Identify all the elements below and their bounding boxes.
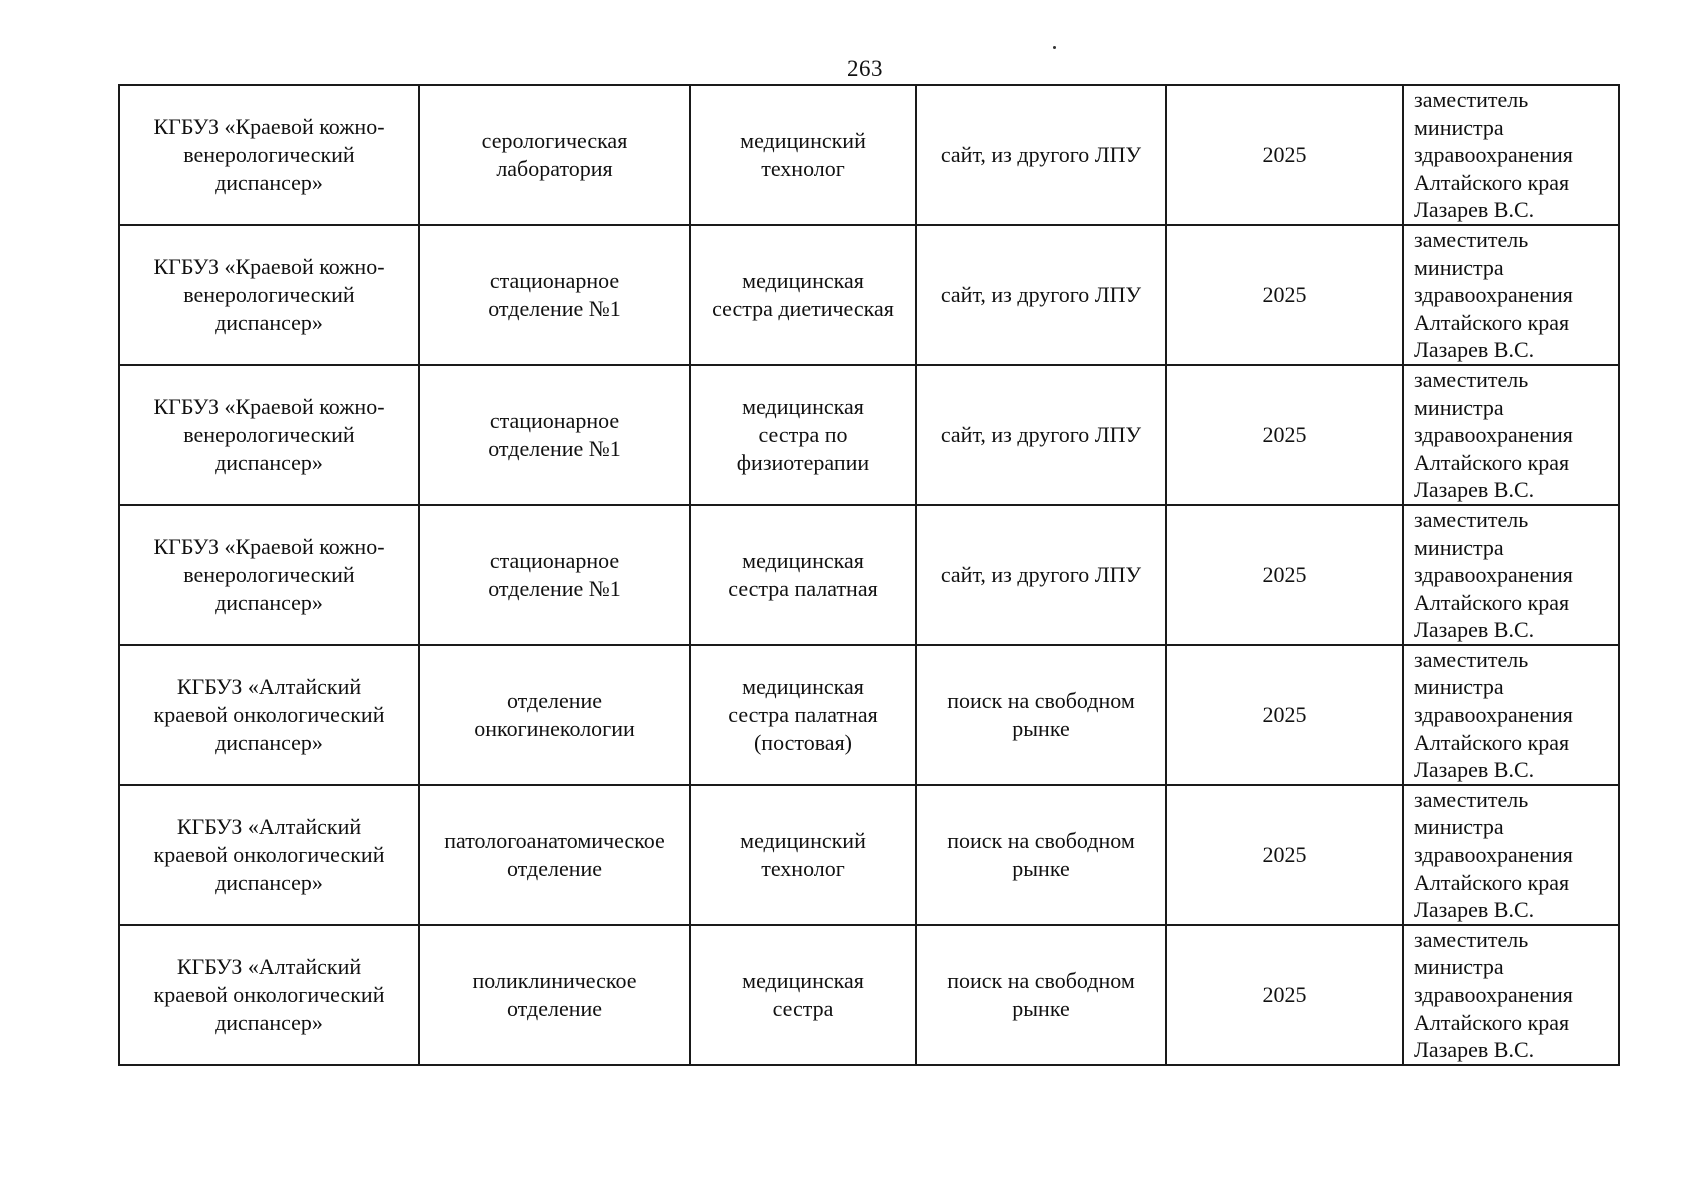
organization-cell: КГБУЗ «Краевой кожно- венерологический диспансер» xyxy=(119,225,419,365)
source-cell: поиск на свободном рынке xyxy=(916,925,1166,1065)
department-cell: поликлиническое отделение xyxy=(419,925,690,1065)
department-cell: стационарное отделение №1 xyxy=(419,365,690,505)
page-number: 263 xyxy=(847,56,883,81)
source-cell: поиск на свободном рынке xyxy=(916,645,1166,785)
position-cell: медицинская сестра палатная xyxy=(690,505,916,645)
position-cell: медицинский технолог xyxy=(690,85,916,225)
responsible-cell: заместитель министра здравоохранения Алтайского края Лазарев В.С. xyxy=(1403,925,1619,1065)
organization-cell: КГБУЗ «Краевой кожно- венерологический диспансер» xyxy=(119,505,419,645)
position-cell: медицинская сестра диетическая xyxy=(690,225,916,365)
table-row xyxy=(119,365,1619,505)
position-cell: медицинская сестра xyxy=(690,925,916,1065)
year-cell: 2025 xyxy=(1166,365,1403,505)
table-row xyxy=(119,645,1619,785)
department-cell: патологоанатомическое отделение xyxy=(419,785,690,925)
year-cell: 2025 xyxy=(1166,785,1403,925)
staffing-table xyxy=(118,84,1620,1066)
position-cell: медицинская сестра палатная (постовая) xyxy=(690,645,916,785)
organization-cell: КГБУЗ «Краевой кожно- венерологический диспансер» xyxy=(119,365,419,505)
year-cell: 2025 xyxy=(1166,85,1403,225)
department-cell: серологическая лаборатория xyxy=(419,85,690,225)
source-cell: сайт, из другого ЛПУ xyxy=(916,225,1166,365)
responsible-cell: заместитель министра здравоохранения Алтайского края Лазарев В.С. xyxy=(1403,505,1619,645)
position-cell: медицинский технолог xyxy=(690,785,916,925)
organization-cell: КГБУЗ «Алтайский краевой онкологический диспансер» xyxy=(119,925,419,1065)
source-cell: сайт, из другого ЛПУ xyxy=(916,85,1166,225)
table-row xyxy=(119,925,1619,1065)
year-cell: 2025 xyxy=(1166,925,1403,1065)
department-cell: стационарное отделение №1 xyxy=(419,225,690,365)
table-row xyxy=(119,225,1619,365)
year-cell: 2025 xyxy=(1166,505,1403,645)
responsible-cell: заместитель министра здравоохранения Алтайского края Лазарев В.С. xyxy=(1403,785,1619,925)
responsible-cell: заместитель министра здравоохранения Алтайского края Лазарев В.С. xyxy=(1403,645,1619,785)
source-cell: сайт, из другого ЛПУ xyxy=(916,505,1166,645)
organization-cell: КГБУЗ «Алтайский краевой онкологический диспансер» xyxy=(119,785,419,925)
department-cell: стационарное отделение №1 xyxy=(419,505,690,645)
department-cell: отделение онкогинекологии xyxy=(419,645,690,785)
year-cell: 2025 xyxy=(1166,225,1403,365)
organization-cell: КГБУЗ «Краевой кожно- венерологический диспансер» xyxy=(119,85,419,225)
position-cell: медицинская сестра по физиотерапии xyxy=(690,365,916,505)
organization-cell: КГБУЗ «Алтайский краевой онкологический диспансер» xyxy=(119,645,419,785)
responsible-cell: заместитель министра здравоохранения Алтайского края Лазарев В.С. xyxy=(1403,365,1619,505)
source-cell: поиск на свободном рынке xyxy=(916,785,1166,925)
table-row xyxy=(119,785,1619,925)
table-row xyxy=(119,85,1619,225)
responsible-cell: заместитель министра здравоохранения Алтайского края Лазарев В.С. xyxy=(1403,85,1619,225)
year-cell: 2025 xyxy=(1166,645,1403,785)
table-body xyxy=(119,85,1619,1065)
responsible-cell: заместитель министра здравоохранения Алтайского края Лазарев В.С. xyxy=(1403,225,1619,365)
table-row xyxy=(119,505,1619,645)
source-cell: сайт, из другого ЛПУ xyxy=(916,365,1166,505)
scan-speck xyxy=(1053,46,1056,49)
